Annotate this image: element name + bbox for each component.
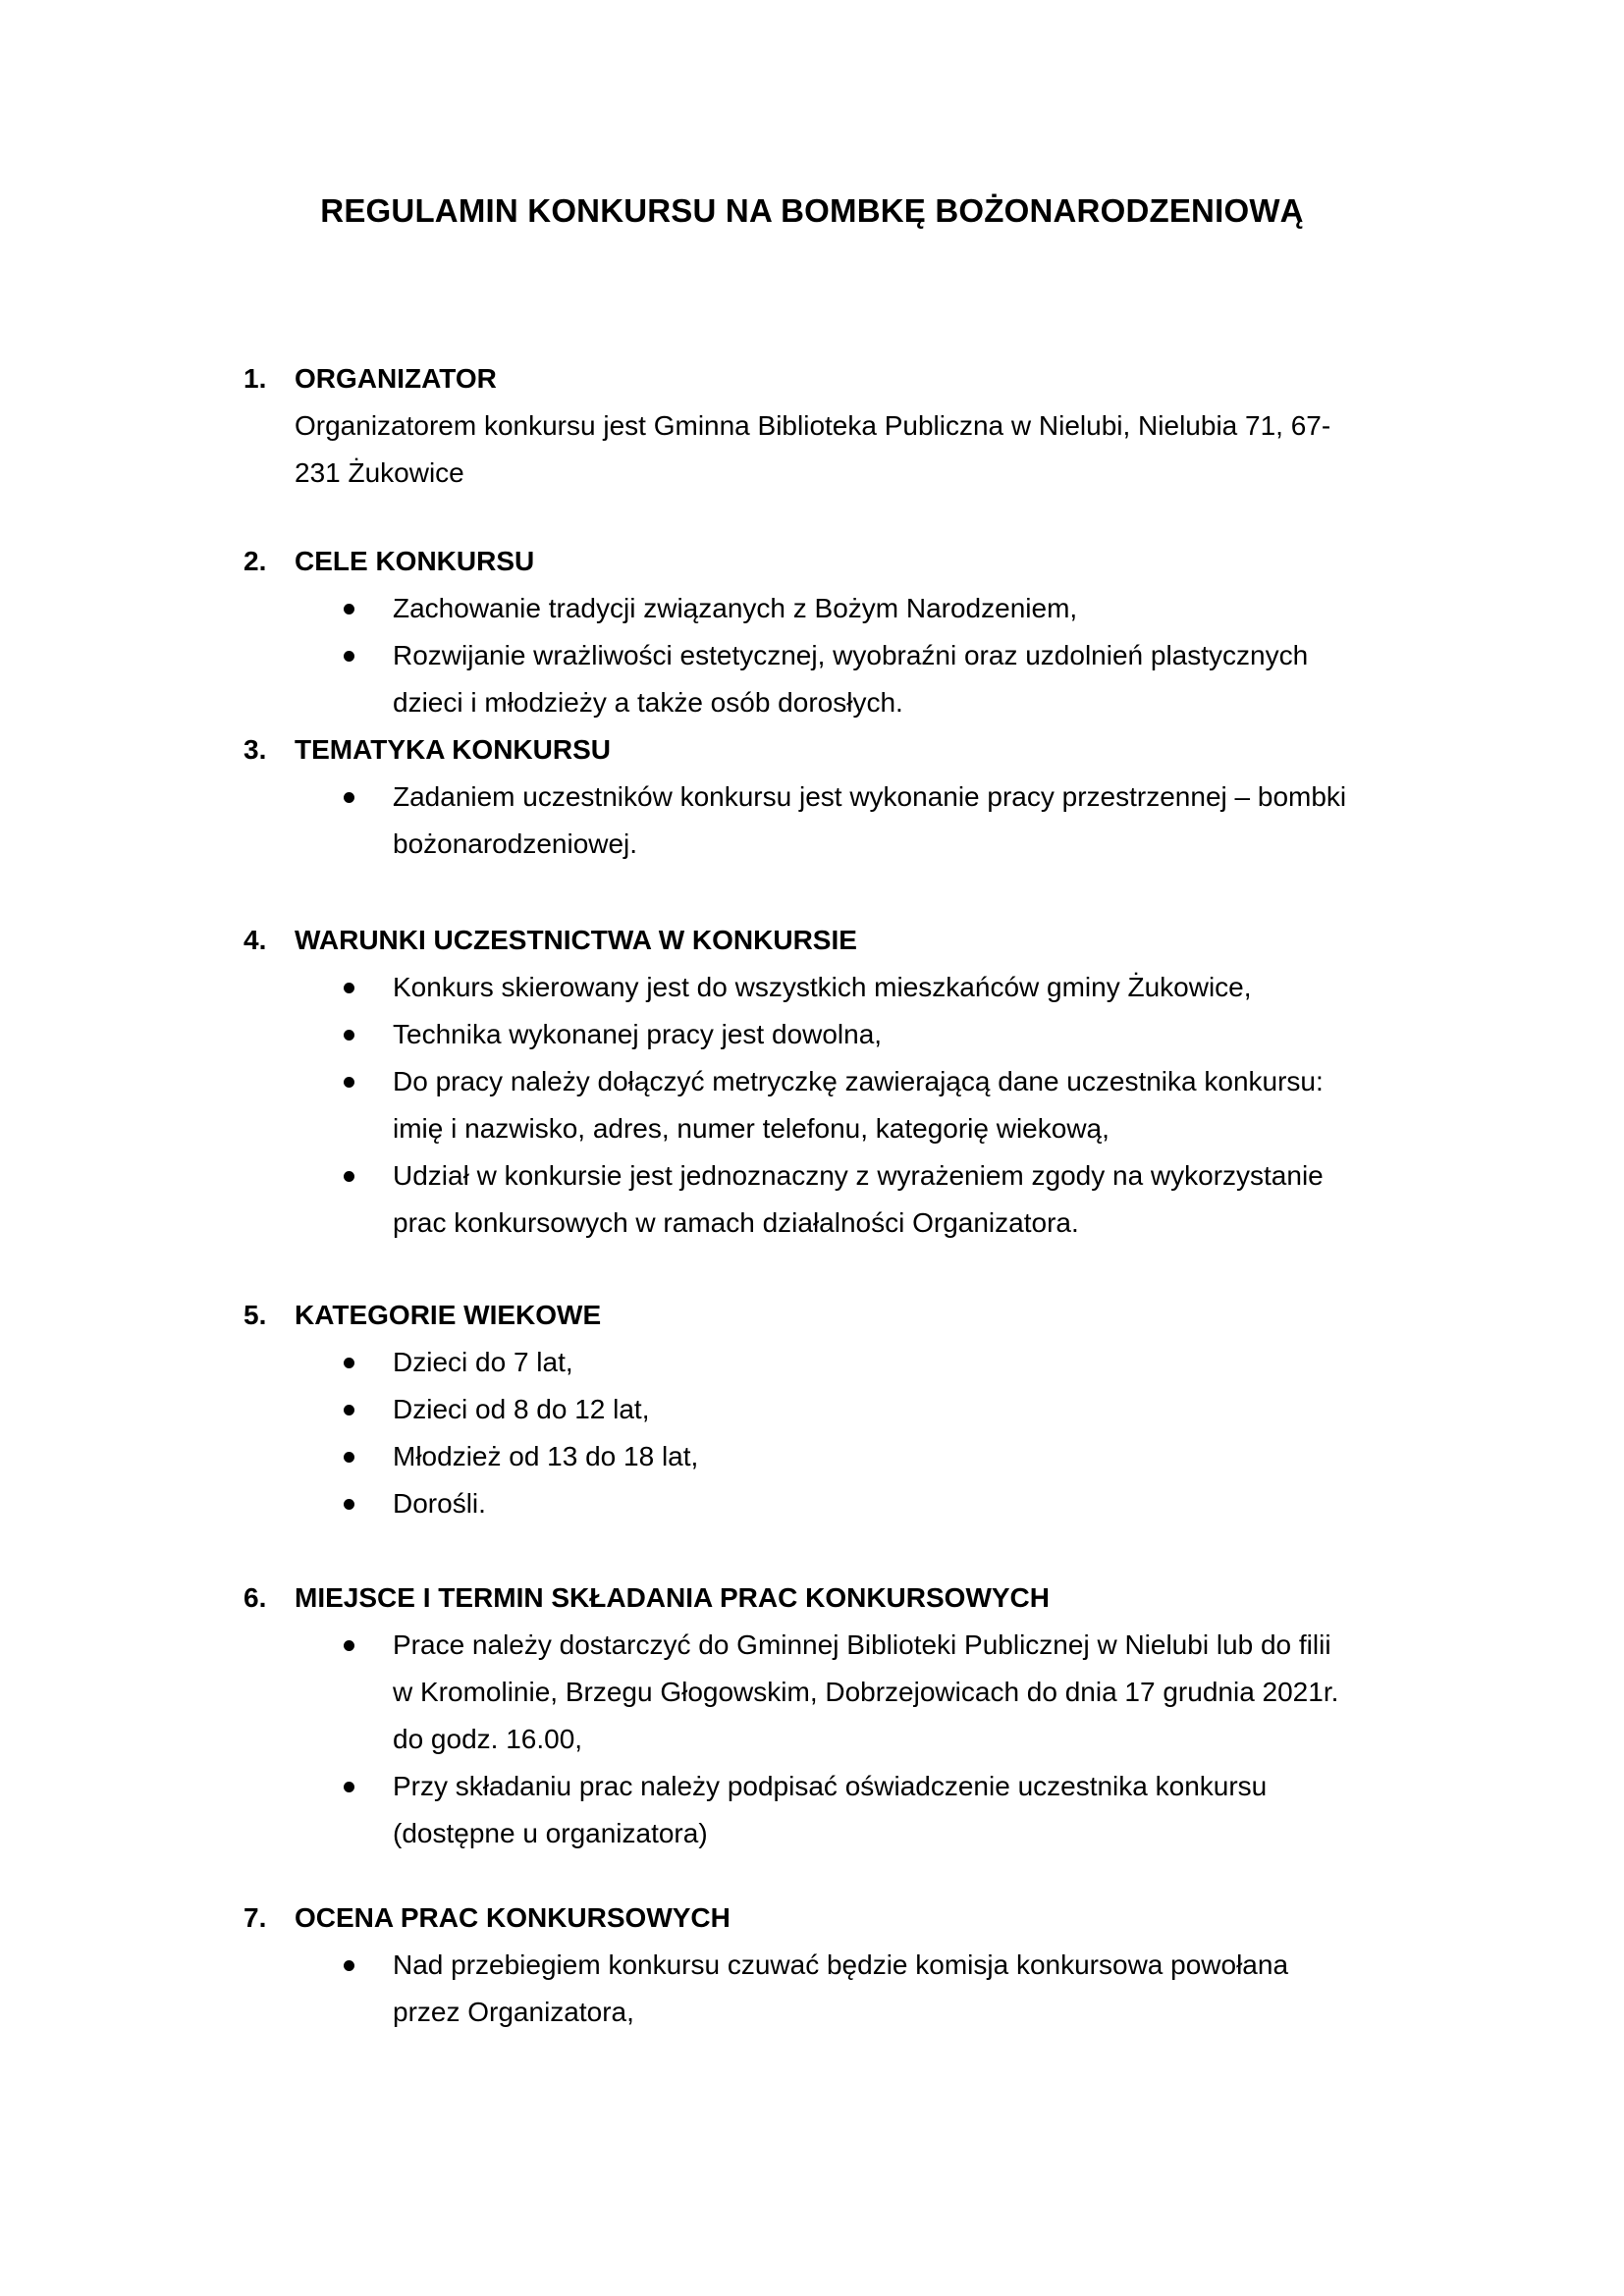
item-line: Konkurs skierowany jest do wszystkich mieszkańców gminy Żukowice,	[393, 972, 1252, 1002]
list-item	[244, 774, 1473, 868]
bullet-list	[244, 1622, 1461, 1857]
item-line: Rozwijanie wrażliwości estetycznej, wyobraźni oraz uzdolnień plastycznych	[393, 640, 1309, 670]
bullet-list	[244, 774, 1461, 868]
section-heading	[244, 1292, 1461, 1339]
section-title: WARUNKI UCZESTNICTWA W KONKURSIE	[295, 925, 857, 955]
item-line: prac konkursowych w ramach działalności Organizatora.	[393, 1207, 1079, 1238]
item-line: Do pracy należy dołączyć metryczkę zawierającą dane uczestnika konkursu:	[393, 1066, 1324, 1096]
section-heading	[244, 355, 1461, 402]
section-number: 4.	[244, 925, 267, 955]
item-line: przez Organizatora,	[393, 1997, 634, 2027]
item-line: Dzieci od 8 do 12 lat,	[393, 1394, 650, 1424]
item-line: Udział w konkursie jest jednoznaczny z wyrażeniem zgody na wykorzystanie	[393, 1160, 1324, 1191]
list-item	[244, 1011, 1473, 1058]
paragraph-line: 231 Żukowice	[295, 457, 464, 488]
section-title: CELE KONKURSU	[295, 546, 535, 576]
section-title: TEMATYKA KONKURSU	[295, 734, 611, 765]
section-number: 2.	[244, 546, 267, 576]
paragraph-line: Organizatorem konkursu jest Gminna Biblioteka Publiczna w Nielubi, Nielubia 71, 67-	[295, 410, 1331, 441]
item-line: dzieci i młodzieży a także osób dorosłych.	[393, 687, 903, 718]
section-ocena-prac	[244, 1895, 1461, 2036]
list-item	[244, 1622, 1473, 1763]
item-line: Dzieci do 7 lat,	[393, 1347, 573, 1377]
section-number: 3.	[244, 734, 267, 765]
item-line: Technika wykonanej pracy jest dowolna,	[393, 1019, 883, 1049]
item-line: Przy składaniu prac należy podpisać oświadczenie uczestnika konkursu	[393, 1771, 1268, 1801]
bullet-icon	[344, 1405, 354, 1415]
item-line: (dostępne u organizatora)	[393, 1818, 708, 1848]
bullet-icon	[344, 1960, 354, 1971]
section-title: ORGANIZATOR	[295, 363, 497, 394]
list-item	[244, 1433, 1473, 1480]
section-number: 1.	[244, 363, 267, 394]
item-line: Młodzież od 13 do 18 lat,	[393, 1441, 699, 1471]
section-heading	[244, 1575, 1461, 1622]
list-item	[244, 1386, 1473, 1433]
bullet-list	[244, 1339, 1461, 1527]
section-cele-konkursu	[244, 538, 1461, 726]
bullet-list	[244, 964, 1461, 1247]
section-miejsce-i-termin	[244, 1575, 1461, 1857]
section-heading	[244, 1895, 1461, 1942]
item-line: Zachowanie tradycji związanych z Bożym Narodzeniem,	[393, 593, 1078, 623]
document-title: REGULAMIN KONKURSU NA BOMBKĘ BOŻONARODZENIOWĄ	[320, 192, 1304, 229]
section-number: 6.	[244, 1582, 267, 1613]
list-item	[244, 1058, 1473, 1152]
bullet-icon	[344, 1077, 354, 1088]
bullet-list	[244, 1942, 1461, 2036]
bullet-icon	[344, 1358, 354, 1368]
list-item	[244, 585, 1473, 632]
section-title: OCENA PRAC KONKURSOWYCH	[295, 1902, 731, 1933]
section-heading	[244, 917, 1461, 964]
bullet-icon	[344, 1452, 354, 1463]
list-item	[244, 964, 1473, 1011]
bullet-icon	[344, 1782, 354, 1792]
bullet-list	[244, 585, 1461, 726]
bullet-icon	[344, 1499, 354, 1510]
section-number: 5.	[244, 1300, 267, 1330]
bullet-icon	[344, 604, 354, 614]
section-number: 7.	[244, 1902, 267, 1933]
section-kategorie-wiekowe	[244, 1292, 1461, 1527]
item-line: imię i nazwisko, adres, numer telefonu, kategorię wiekową,	[393, 1113, 1110, 1144]
section-title: KATEGORIE WIEKOWE	[295, 1300, 602, 1330]
item-line: Dorośli.	[393, 1488, 486, 1519]
section-heading	[244, 538, 1461, 585]
list-item	[244, 1480, 1473, 1527]
list-item	[244, 1339, 1473, 1386]
section-title: MIEJSCE I TERMIN SKŁADANIA PRAC KONKURSOWYCH	[295, 1582, 1050, 1613]
list-item	[244, 632, 1473, 726]
bullet-icon	[344, 792, 354, 803]
bullet-icon	[344, 651, 354, 662]
item-line: Zadaniem uczestników konkursu jest wykonanie pracy przestrzennej – bombki	[393, 781, 1347, 812]
bullet-icon	[344, 983, 354, 993]
section-warunki-uczestnictwa	[244, 917, 1461, 1247]
section-organizator	[244, 355, 1461, 497]
item-line: Nad przebiegiem konkursu czuwać będzie komisja konkursowa powołana	[393, 1949, 1289, 1980]
list-item	[244, 1763, 1473, 1857]
item-line: w Kromolinie, Brzegu Głogowskim, Dobrzejowicach do dnia 17 grudnia 2021r.	[393, 1677, 1339, 1707]
item-line: Prace należy dostarczyć do Gminnej Biblioteki Publicznej w Nielubi lub do filii	[393, 1629, 1331, 1660]
bullet-icon	[344, 1171, 354, 1182]
bullet-icon	[344, 1640, 354, 1651]
item-line: do godz. 16.00,	[393, 1724, 583, 1754]
item-line: bożonarodzeniowej.	[393, 828, 638, 859]
bullet-icon	[344, 1030, 354, 1041]
section-heading	[244, 726, 1461, 774]
list-item	[244, 1942, 1473, 2036]
section-tematyka-konkursu	[244, 726, 1461, 868]
section-paragraph	[295, 402, 1473, 497]
list-item	[244, 1152, 1473, 1247]
